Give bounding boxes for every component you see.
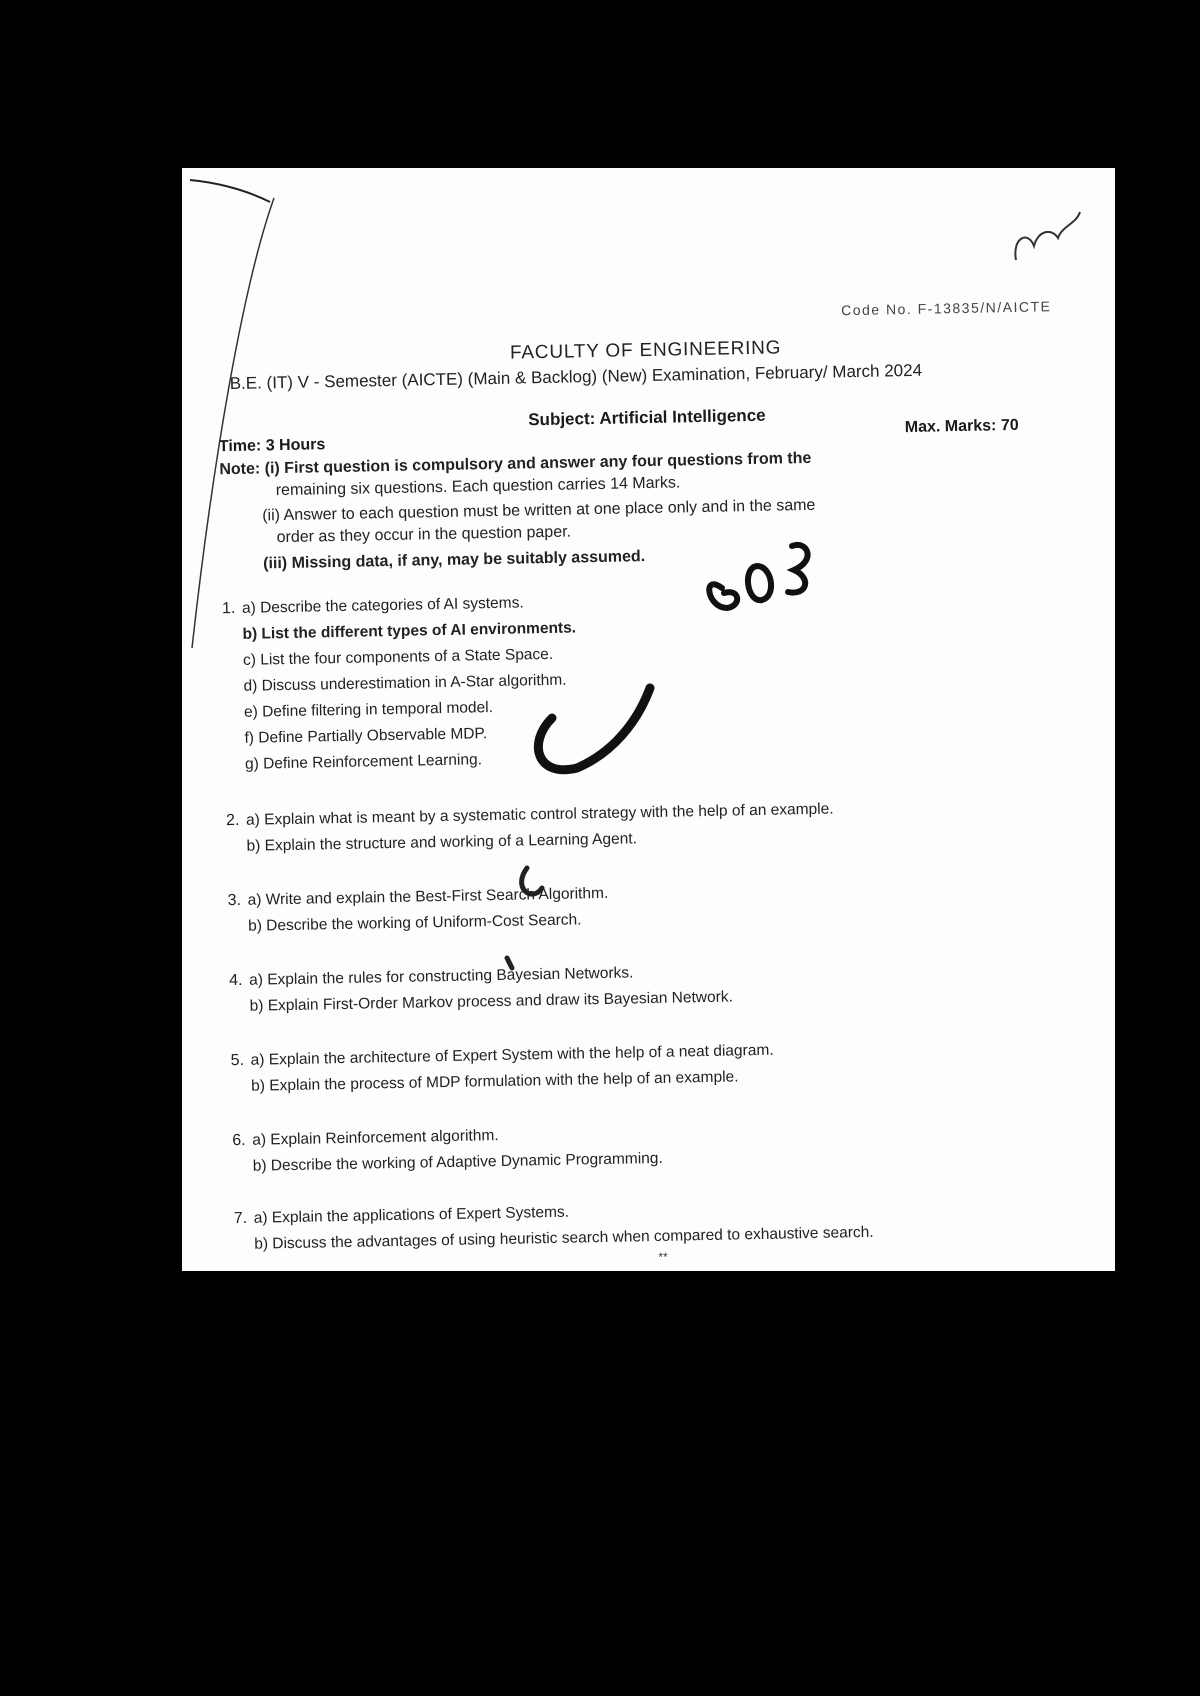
question-item: a) Describe the categories of AI systems. bbox=[241, 594, 524, 617]
question-item: a) Explain the architecture of Expert System with the help of a neat diagram. bbox=[250, 1041, 774, 1069]
question-item: a) Explain the applications of Expert Systems. bbox=[253, 1203, 570, 1227]
question-item: a) Explain the rules for constructing Bayesian Networks. bbox=[249, 964, 634, 989]
handwritten-stroke bbox=[507, 868, 542, 968]
question-number: 3. bbox=[227, 891, 242, 910]
handwritten-marks bbox=[182, 168, 1115, 1271]
subject-line: Subject: Artificial Intelligence bbox=[528, 405, 766, 430]
max-marks: Max. Marks: 70 bbox=[904, 416, 1019, 437]
question-item: b) Describe the working of Adaptive Dynamic Programming. bbox=[252, 1149, 663, 1175]
question-number: 2. bbox=[225, 811, 240, 830]
question-number: 4. bbox=[229, 971, 243, 990]
question-item: a) Explain Reinforcement algorithm. bbox=[252, 1126, 499, 1149]
note-line: Note: (i) First question is compulsory and answer any four questions from the bbox=[219, 449, 812, 479]
question-number: 7. bbox=[233, 1209, 248, 1228]
question-item: d) Discuss underestimation in A-Star algorithm. bbox=[243, 671, 567, 695]
question-number: 6. bbox=[232, 1131, 246, 1150]
margin-pen-line bbox=[192, 198, 274, 648]
question-item: b) Explain First-Order Markov process and draw its Bayesian Network. bbox=[249, 988, 733, 1015]
time-allowed: Time: 3 Hours bbox=[218, 436, 326, 456]
question-item: a) Write and explain the Best-First Search Algorithm. bbox=[247, 884, 609, 909]
question-item: a) Explain what is meant by a systematic control strategy with the help of an example. bbox=[245, 800, 834, 829]
question-item: b) Explain the structure and working of a Learning Agent. bbox=[246, 830, 638, 855]
question-item: f) Define Partially Observable MDP. bbox=[244, 725, 488, 747]
note-line: remaining six questions. Each question carries 14 Marks. bbox=[275, 474, 681, 500]
question-item: c) List the four components of a State Space. bbox=[242, 645, 554, 669]
question-item: b) Explain the process of MDP formulation with the help of an example. bbox=[251, 1068, 739, 1095]
question-item: e) Define filtering in temporal model. bbox=[243, 699, 494, 721]
question-paper-sheet bbox=[182, 168, 1115, 1271]
question-number: 1. bbox=[221, 599, 236, 618]
note-line: (ii) Answer to each question must be written at one place only and in the same bbox=[262, 496, 816, 525]
signature-scribble bbox=[1015, 212, 1080, 260]
question-item: g) Define Reinforcement Learning. bbox=[244, 751, 483, 773]
end-mark: ** bbox=[658, 1249, 668, 1264]
question-item: b) Discuss the advantages of using heuristic search when compared to exhaustive search. bbox=[254, 1223, 874, 1253]
note-line: order as they occur in the question paper. bbox=[276, 523, 572, 547]
handwritten-number-scribble bbox=[709, 545, 807, 608]
code-number: Code No. F-13835/N/AICTE bbox=[840, 298, 1052, 319]
exam-title: B.E. (IT) V - Semester (AICTE) (Main & Backlog) (New) Examination, February/ March 2024 bbox=[229, 360, 923, 394]
question-item: b) Describe the working of Uniform-Cost Search. bbox=[247, 911, 582, 935]
handwritten-stroke bbox=[538, 688, 650, 770]
note-line: (iii) Missing data, if any, may be suitably assumed. bbox=[263, 548, 646, 573]
question-item: b) List the different types of AI environments. bbox=[242, 619, 577, 643]
margin-pen-stroke bbox=[190, 180, 270, 202]
question-number: 5. bbox=[230, 1051, 245, 1070]
faculty-title: FACULTY OF ENGINEERING bbox=[509, 337, 782, 364]
